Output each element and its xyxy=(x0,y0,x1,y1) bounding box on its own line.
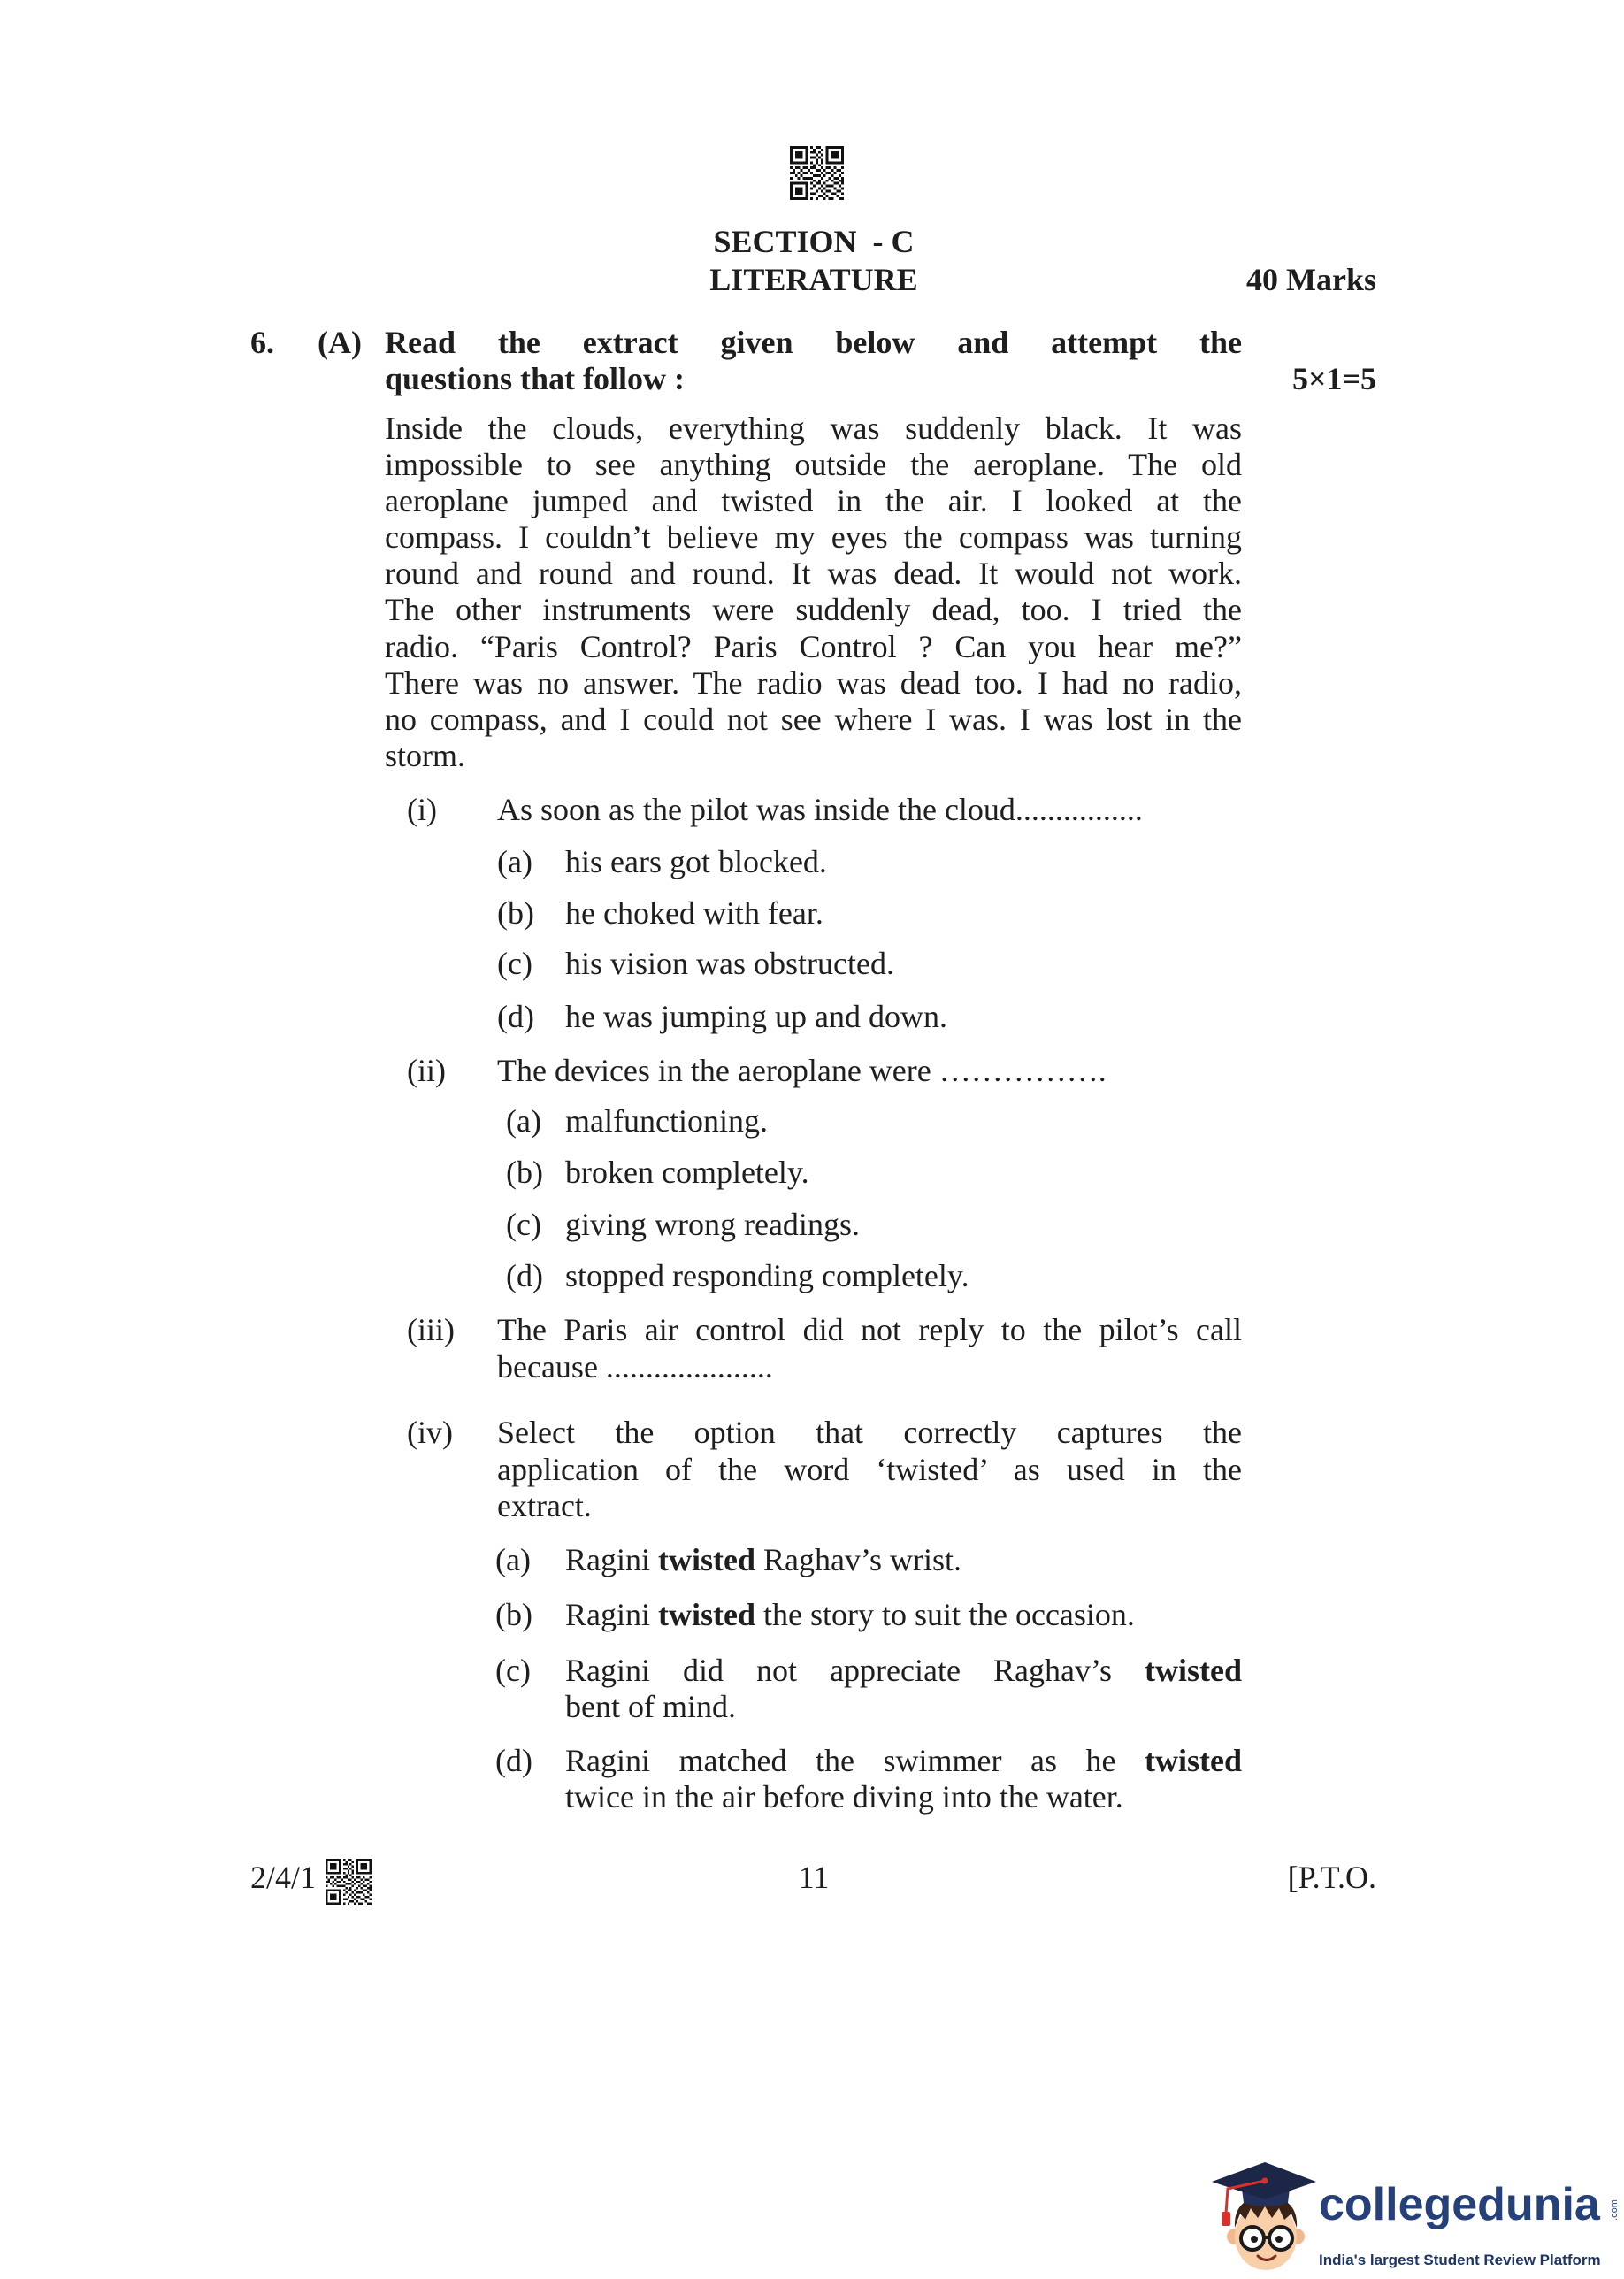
pto-marker: [P.T.O. xyxy=(1287,1860,1376,1895)
item-text: Select the option that correctly captures the xyxy=(497,1415,1242,1450)
passage-line: impossible to see anything outside the aeroplane. The old xyxy=(385,447,1242,482)
instruction-line: Read the extract given below and attempt the xyxy=(385,325,1242,360)
option-text: giving wrong readings. xyxy=(565,1207,860,1242)
brand-tagline: India's largest Student Review Platform xyxy=(1319,2252,1601,2268)
option-text-part: Ragini did not appreciate Raghav’s xyxy=(565,1653,1145,1688)
option-label: (d) xyxy=(506,1258,543,1293)
option-text: his ears got blocked. xyxy=(565,844,827,879)
option-label: (b) xyxy=(495,1597,532,1632)
option-label: (c) xyxy=(495,1653,531,1688)
paper-code: 2/4/1 xyxy=(250,1860,317,1895)
item-text: application of the word ‘twisted’ as used in the xyxy=(497,1452,1242,1487)
qr-code-icon xyxy=(324,1859,373,1905)
item-text: As soon as the pilot was inside the cloud................ xyxy=(497,792,1143,827)
emphasized-word: twisted xyxy=(1145,1743,1242,1778)
option-text: malfunctioning. xyxy=(565,1103,768,1139)
graduate-mascot-icon xyxy=(1208,2152,1320,2275)
item-text: The Paris air control did not reply to the pilot’s call xyxy=(497,1312,1242,1347)
section-marks: 40 Marks xyxy=(1246,262,1376,297)
passage-line: There was no answer. The radio was dead too. I had no radio, xyxy=(385,665,1242,701)
option-text xyxy=(565,1542,961,1578)
item-text: The devices in the aeroplane were ……………. xyxy=(497,1053,1107,1088)
item-label: (ii) xyxy=(407,1053,446,1088)
option-text xyxy=(565,1597,1135,1633)
passage-line: radio. “Paris Control? Paris Control ? Can you hear me?” xyxy=(385,629,1242,664)
item-label: (iv) xyxy=(407,1415,453,1450)
passage-line: round and round and round. It was dead. It would not work. xyxy=(385,556,1242,591)
option-text xyxy=(565,1653,1242,1689)
option-text: his vision was obstructed. xyxy=(565,946,894,981)
item-label: (i) xyxy=(407,792,437,827)
passage-line: Inside the clouds, everything was suddenly black. It was xyxy=(385,411,1242,446)
option-label: (a) xyxy=(497,844,532,879)
emphasized-word: twisted xyxy=(1145,1653,1242,1688)
item-text: because ..................... xyxy=(497,1349,773,1385)
section-subject: LITERATURE xyxy=(709,262,918,297)
brand-tld: .com xyxy=(1609,2199,1620,2221)
passage-line: storm. xyxy=(385,738,466,773)
option-text-part: Ragini matched the swimmer as he xyxy=(565,1743,1145,1778)
option-label: (a) xyxy=(506,1103,541,1139)
question-part: (A) xyxy=(318,325,362,360)
option-label: (d) xyxy=(497,999,534,1034)
passage-line: The other instruments were suddenly dead, too. I tried the xyxy=(385,592,1242,627)
option-label: (a) xyxy=(495,1542,531,1577)
passage-line: aeroplane jumped and twisted in the air. I looked at the xyxy=(385,483,1242,518)
option-text-part: Raghav’s wrist. xyxy=(755,1542,961,1577)
option-text xyxy=(565,1743,1242,1779)
section-title: SECTION - C xyxy=(713,224,915,259)
passage-line: no compass, and I could not see where I was. I was lost in the xyxy=(385,702,1242,737)
qr-code-icon xyxy=(789,146,845,200)
item-label: (iii) xyxy=(407,1312,455,1347)
instruction-line: questions that follow : xyxy=(385,361,686,396)
option-text: broken completely. xyxy=(565,1155,809,1190)
option-label: (c) xyxy=(497,946,532,981)
option-label: (d) xyxy=(495,1743,532,1778)
option-text-part: the story to suit the occasion. xyxy=(755,1597,1135,1632)
option-text: twice in the air before diving into the water. xyxy=(565,1779,1123,1815)
question-marks: 5×1=5 xyxy=(1291,361,1376,396)
page-number: 11 xyxy=(798,1860,830,1895)
option-label: (b) xyxy=(506,1155,543,1190)
option-label: (c) xyxy=(506,1207,541,1242)
question-number: 6. xyxy=(250,325,274,360)
option-label: (b) xyxy=(497,895,534,931)
option-text: he choked with fear. xyxy=(565,895,823,931)
brand-name: collegedunia xyxy=(1319,2179,1600,2230)
item-text: extract. xyxy=(497,1488,592,1523)
emphasized-word: twisted xyxy=(658,1542,755,1577)
option-text: stopped responding completely. xyxy=(565,1258,969,1293)
option-text: bent of mind. xyxy=(565,1689,736,1724)
option-text: he was jumping up and down. xyxy=(565,999,947,1034)
emphasized-word: twisted xyxy=(658,1597,755,1632)
passage-line: compass. I couldn’t believe my eyes the compass was turning xyxy=(385,519,1242,555)
option-text-part: Ragini xyxy=(565,1597,658,1632)
option-text-part: Ragini xyxy=(565,1542,658,1577)
